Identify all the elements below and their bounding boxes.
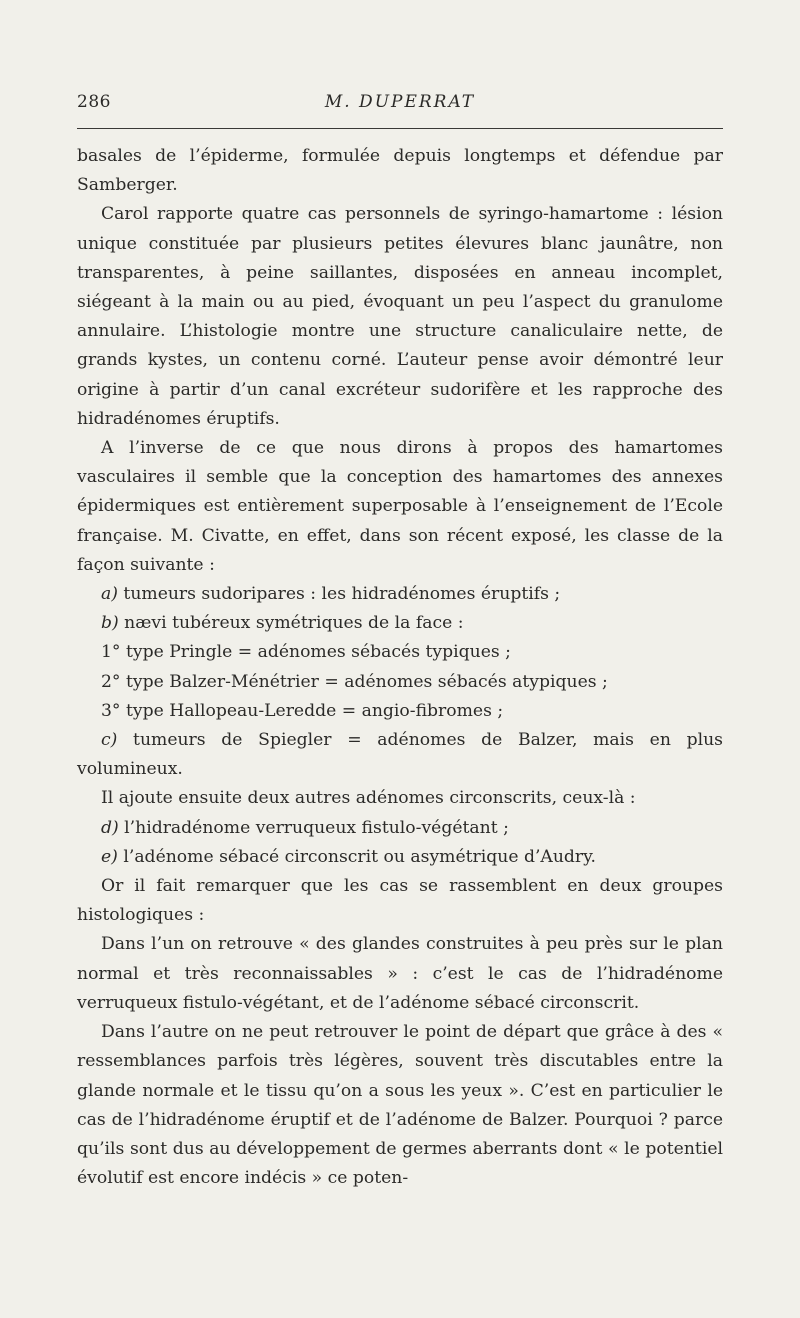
header-rule [77, 128, 723, 129]
list-item-a [77, 580, 723, 609]
paragraph-continued: basales de l’épiderme, formulée depuis longtemps et défendue par Samberger. [77, 146, 723, 196]
paragraph-civatte: A l’inverse de ce que nous dirons à propos des hamartomes vasculaires il semble que la conception des hamartomes des annexes épidermiques est entièrement superposable à l’enseignement de l’Ecole française. M. Civatte, en effet, dans son récent exposé, les classe de la façon suivante : [77, 438, 723, 575]
list-label-d: d) [101, 817, 119, 838]
paragraph-adenomes: Il ajoute ensuite deux autres adénomes circonscrits, ceux-là : [101, 788, 636, 809]
list-label-e: e) [101, 846, 118, 867]
list-text-b: nævi tubéreux symétriques de la face : [118, 613, 464, 634]
list-text-e: l’adénome sébacé circonscrit ou asymétrique d’Audry. [117, 846, 597, 867]
list-item-b [77, 609, 723, 638]
list-item-b2: 2° type Balzer-Ménétrier = adénomes sébacés atypiques ; [101, 671, 608, 692]
list-label-b: b) [101, 613, 119, 634]
list-item-b3: 3° type Hallopeau-Leredde = angio-fibromes ; [101, 700, 504, 721]
page-number: 286 [77, 92, 111, 112]
paragraph-second-groupe: Dans l’autre on ne peut retrouver le point de départ que grâce à des « ressemblances parfois très légères, souvent très discutables entre la glande normale et le tissu qu’on a sous les yeux ». C’est en particulier le cas de l’hidradénome éruptif et de l’adénome de Balzer. Pourquoi ? parce qu’ils sont dus au développement de germes aberrants dont « le potentiel évolutif est encore indécis » ce poten- [77, 1022, 723, 1189]
list-item-b1: 1° type Pringle = adénomes sébacés typiques ; [101, 642, 511, 663]
list-label-a: a) [101, 584, 118, 605]
list-item-c [77, 726, 723, 784]
paragraph-premier-groupe: Dans l’un on retrouve « des glandes construites à peu près sur le plan normal et très reconnaissables » : c’est le cas de l’hidradénome verruqueux fistulo-végétant, et de l’adénome sébacé circonscrit. [77, 934, 723, 1013]
paragraph-groupes: Or il fait remarquer que les cas se rassemblent en deux groupes histologiques : [77, 876, 723, 926]
paragraph-carol: Carol rapporte quatre cas personnels de syringo-hamartome : lésion unique constituée par plusieurs petites élevures blanc jaunâtre, non transparentes, à peine saillantes, disposées en anneau incomplet, siégeant à la main ou au pied, évoquant un peu l’aspect du granulome annulaire. L’histologie montre une structure canaliculaire nette, de grands kystes, un contenu corné. L’auteur pense avoir démontré leur origine à partir d’un canal excréteur sudorifère et les rapproche des hidradénomes éruptifs. [77, 204, 723, 429]
list-label-c: c) [101, 730, 118, 751]
body-text [77, 142, 723, 1193]
running-title: M. DUPERRAT [324, 92, 476, 112]
list-text-d: l’hidradénome verruqueux fistulo-végétant ; [118, 817, 509, 838]
list-text-a: tumeurs sudoripares : les hidradénomes éruptifs ; [117, 584, 561, 605]
list-item-d [77, 814, 723, 843]
list-item-e [77, 843, 723, 872]
list-text-c: tumeurs de Spiegler = adénomes de Balzer, mais en plus volumineux. [77, 730, 723, 780]
page-header [77, 92, 723, 118]
